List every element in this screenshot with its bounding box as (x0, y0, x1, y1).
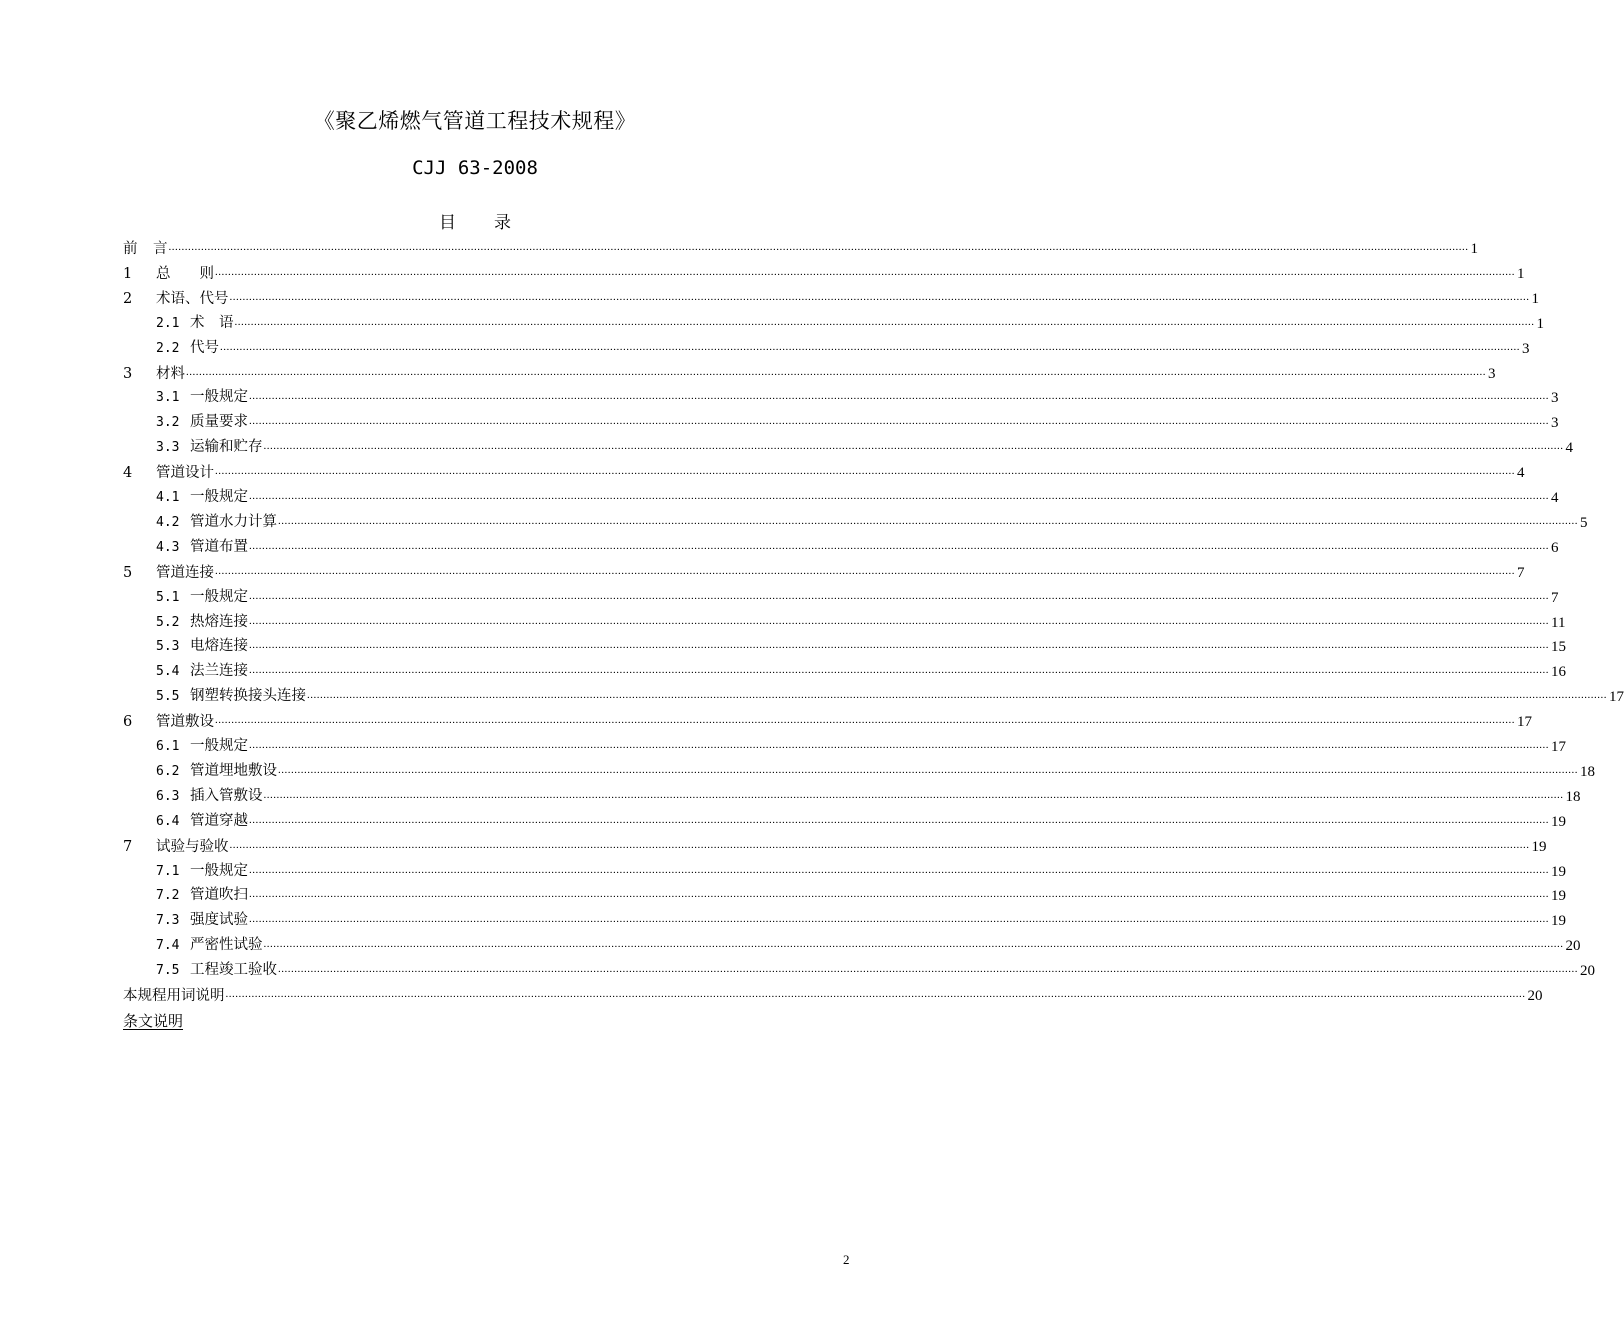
toc-entry-page: 19 (1551, 888, 1566, 905)
toc-entry-number: 4.2 (156, 514, 180, 530)
toc-leader-dots: ................................................................................................................................................................................................................................................................................................................................................................................................................ (249, 813, 1549, 826)
page-number: 2 (843, 1252, 850, 1267)
toc-entry-label (156, 886, 248, 905)
toc-entry-title: 电熔连接 (190, 638, 248, 655)
toc-leader-dots: ................................................................................................................................................................................................................................................................................................................................................................................................................ (278, 963, 1578, 976)
toc-entry-title: 热熔连接 (190, 613, 248, 630)
toc-entry[interactable] (123, 460, 1525, 482)
toc-entry-title: 一般规定 (190, 588, 248, 605)
toc-heading-right: 录 (494, 213, 511, 233)
toc-entry-number: 7.1 (156, 863, 180, 879)
toc-entry-title: 强度试验 (190, 912, 248, 929)
toc-entry[interactable] (156, 510, 1588, 532)
toc-entry-page: 1 (1517, 265, 1525, 282)
toc-entry-page: 11 (1551, 614, 1566, 631)
toc-entry-title: 插入管敷设 (190, 787, 263, 804)
toc-entry[interactable] (156, 734, 1566, 756)
toc-entry-label (123, 987, 225, 1005)
toc-entry-page: 7 (1551, 589, 1559, 606)
toc-entry-title: 言 (153, 241, 168, 257)
toc-entry-page: 20 (1580, 963, 1595, 980)
toc-entry-label (156, 737, 248, 756)
toc-entry-page: 4 (1517, 465, 1525, 482)
toc-entry-label (156, 637, 248, 656)
toc-leader-dots: ................................................................................................................................................................................................................................................................................................................................................................................................................ (186, 365, 1486, 378)
toc-entry-label (156, 687, 306, 706)
toc-entry-number: 5.4 (156, 664, 180, 680)
toc-entry[interactable] (156, 659, 1566, 681)
toc-entry-title: 代号 (190, 339, 219, 356)
toc-entry-title: 严密性试验 (190, 937, 263, 954)
toc-entry-title: 一般规定 (190, 738, 248, 754)
toc-entry-number: 2 (123, 290, 133, 307)
toc-heading (0, 208, 950, 233)
toc-leader-dots: ................................................................................................................................................................................................................................................................................................................................................................................................................ (249, 415, 1549, 428)
toc-entry[interactable] (156, 859, 1566, 881)
toc-entry-title: 一般规定 (190, 489, 248, 505)
toc-entry-title: 本规程用词说明 (123, 988, 225, 1004)
toc-entry-label (156, 961, 277, 980)
toc-leader-dots: ................................................................................................................................................................................................................................................................................................................................................................................................................ (263, 440, 1564, 453)
toc-entry-page: 20 (1565, 938, 1581, 955)
toc-entry-page: 5 (1580, 514, 1588, 531)
toc-entry-label (156, 339, 219, 358)
toc-entry-page: 4 (1565, 440, 1573, 457)
toc-entry-title: 管道穿越 (190, 812, 248, 829)
toc-entry-page: 16 (1551, 664, 1566, 681)
toc-entry-title: 管道设计 (156, 465, 214, 482)
toc-entry-number: 6.3 (156, 788, 180, 804)
toc-entry-label (156, 488, 248, 507)
toc-entry-label (156, 862, 248, 881)
toc-entry-label (156, 588, 248, 607)
toc-entry-title: 术 语 (190, 314, 234, 331)
toc-leader-dots: ................................................................................................................................................................................................................................................................................................................................................................................................................ (249, 490, 1549, 502)
toc-entry-number: 3.1 (156, 390, 180, 406)
toc-entry-page: 6 (1551, 539, 1559, 556)
toc-entry-page: 1 (1531, 290, 1539, 307)
toc-entry-label (123, 365, 185, 383)
toc-entry[interactable] (156, 435, 1573, 457)
toc-leader-dots: ................................................................................................................................................................................................................................................................................................................................................................................................................ (215, 564, 1515, 577)
toc-entry-number: 2.1 (156, 315, 180, 331)
toc-entry[interactable] (156, 485, 1559, 507)
toc-entry-page: 20 (1527, 988, 1543, 1004)
toc-leader-dots: ................................................................................................................................................................................................................................................................................................................................................................................................................ (249, 913, 1549, 926)
toc-entry-number: 6.2 (156, 763, 180, 779)
toc-entry-page: 19 (1551, 863, 1566, 880)
toc-entry[interactable] (156, 809, 1566, 831)
toc-entry[interactable] (156, 759, 1595, 781)
toc-entry-label (156, 911, 248, 930)
toc-entry[interactable] (156, 336, 1530, 358)
toc-entry-label (156, 812, 248, 831)
toc-entry-number: 3.2 (156, 415, 180, 431)
toc-entry-title: 质量要求 (190, 414, 248, 431)
toc-entry-label (156, 762, 277, 781)
toc-leader-dots: ................................................................................................................................................................................................................................................................................................................................................................................................................ (229, 838, 1530, 851)
toc-leader-dots: ................................................................................................................................................................................................................................................................................................................................................................................................................ (263, 938, 1564, 951)
toc-entry-number: 7 (123, 838, 133, 855)
toc-entry-page: 18 (1580, 763, 1595, 780)
toc-entry-title: 一般规定 (190, 389, 248, 406)
toc-entry[interactable] (156, 908, 1566, 930)
toc-entry-label (156, 538, 248, 557)
toc-entry[interactable] (123, 983, 1543, 1005)
toc-entry-page: 3 (1488, 365, 1496, 382)
toc-leader-dots: ................................................................................................................................................................................................................................................................................................................................................................................................................ (229, 290, 1530, 303)
toc-entry-number: 6 (123, 714, 133, 731)
toc-leader-dots: ................................................................................................................................................................................................................................................................................................................................................................................................................ (249, 888, 1549, 901)
toc-entry-title: 法兰连接 (190, 663, 248, 680)
toc-entry[interactable] (156, 410, 1559, 432)
standard-code: CJJ 63-2008 (412, 157, 538, 179)
toc-entry-number: 4.3 (156, 539, 180, 555)
toc-entry-page: 19 (1551, 913, 1566, 930)
toc-leader-dots: ................................................................................................................................................................................................................................................................................................................................................................................................................ (168, 241, 1469, 253)
toc-leader-dots: ................................................................................................................................................................................................................................................................................................................................................................................................................ (278, 514, 1578, 527)
toc-entry-label (123, 290, 229, 308)
toc-entry[interactable] (156, 385, 1559, 407)
toc-entry-label (156, 662, 248, 681)
toc-entry-label (156, 438, 263, 457)
toc-leader-dots: ................................................................................................................................................................................................................................................................................................................................................................................................................ (220, 340, 1520, 353)
toc-entry-page: 3 (1551, 415, 1559, 432)
toc-entry-page: 18 (1565, 788, 1581, 805)
toc-entry-page: 17 (1609, 689, 1624, 706)
commentary-link[interactable]: 条文说明 (123, 1012, 184, 1030)
toc-entry[interactable] (123, 261, 1525, 283)
toc-leader-dots: ................................................................................................................................................................................................................................................................................................................................................................................................................ (249, 589, 1549, 602)
toc-entry[interactable] (156, 535, 1559, 557)
toc-entry-number: 2.2 (156, 340, 180, 356)
toc-entry-page: 3 (1551, 390, 1559, 407)
toc-entry-number: 前 (123, 241, 138, 257)
toc-leader-dots: ................................................................................................................................................................................................................................................................................................................................................................................................................ (215, 265, 1515, 278)
toc-entry-title: 工程竣工验收 (190, 962, 277, 979)
toc-entry-title: 运输和贮存 (190, 439, 263, 456)
toc-entry-label (156, 413, 248, 432)
toc-entry-number: 3 (123, 365, 133, 382)
toc-entry-label (156, 513, 277, 532)
toc-entry-label (156, 388, 248, 407)
toc-entry[interactable] (156, 784, 1581, 806)
toc-entry-number: 3.3 (156, 440, 180, 456)
toc-leader-dots: ................................................................................................................................................................................................................................................................................................................................................................................................................ (249, 863, 1549, 876)
toc-entry-number: 1 (123, 265, 133, 282)
toc-entry[interactable] (123, 286, 1539, 308)
toc-entry-page: 17 (1517, 714, 1532, 731)
toc-entry-title: 管道水力计算 (190, 513, 277, 530)
toc-entry-page: 15 (1551, 639, 1566, 656)
toc-entry-page: 1 (1536, 315, 1544, 332)
toc-entry[interactable] (123, 560, 1525, 582)
toc-entry[interactable] (156, 585, 1559, 607)
toc-entry-number: 7.4 (156, 938, 180, 954)
toc-leader-dots: ................................................................................................................................................................................................................................................................................................................................................................................................................ (249, 639, 1549, 652)
toc-entry-title: 材料 (156, 365, 185, 382)
toc-entry-page: 19 (1551, 813, 1566, 830)
toc-entry-number: 7.2 (156, 888, 180, 904)
toc-entry-title: 管道敷设 (156, 714, 214, 731)
toc-entry[interactable] (156, 684, 1624, 706)
toc-entry-number: 7.5 (156, 963, 180, 979)
toc-leader-dots: ................................................................................................................................................................................................................................................................................................................................................................................................................ (249, 614, 1549, 627)
toc-entry-label (156, 936, 263, 955)
toc-entry-number: 7.3 (156, 913, 180, 929)
toc-heading-left: 目 (439, 213, 456, 233)
toc-entry-number: 5 (123, 564, 133, 581)
toc-entry-label (123, 713, 214, 731)
toc-entry-number: 5.3 (156, 639, 180, 655)
toc-entry-page: 7 (1517, 564, 1525, 581)
toc-leader-dots: ................................................................................................................................................................................................................................................................................................................................................................................................................ (215, 714, 1515, 727)
toc-entry-title: 管道吹扫 (190, 887, 248, 904)
toc-entry-page: 1 (1470, 241, 1478, 257)
toc-entry[interactable] (156, 311, 1544, 333)
toc-leader-dots: ................................................................................................................................................................................................................................................................................................................................................................................................................ (234, 315, 1535, 328)
toc-entry[interactable] (156, 610, 1566, 632)
toc-entry-number: 4.1 (156, 490, 180, 505)
toc-entry[interactable] (156, 634, 1566, 656)
toc-entry[interactable] (123, 236, 1478, 258)
toc-leader-dots: ................................................................................................................................................................................................................................................................................................................................................................................................................ (249, 539, 1549, 552)
toc-entry-title: 管道埋地敷设 (190, 762, 277, 779)
toc-entry[interactable] (156, 958, 1595, 980)
toc-entry-label (156, 314, 234, 333)
toc-leader-dots: ................................................................................................................................................................................................................................................................................................................................................................................................................ (249, 664, 1549, 677)
toc-entry-title: 管道布置 (190, 538, 248, 555)
toc-entry-label (123, 564, 214, 582)
toc-entry-label (123, 240, 168, 258)
toc-entry-number: 6.4 (156, 813, 180, 829)
toc-entry[interactable] (123, 361, 1496, 383)
document-title: 《聚乙烯燃气管道工程技术规程》 (313, 109, 637, 133)
toc-entry-number: 5.5 (156, 689, 180, 705)
toc-entry-label (123, 838, 229, 856)
toc-entry-number: 4 (123, 465, 133, 482)
toc-entry[interactable] (123, 709, 1532, 731)
toc-entry-label (123, 265, 214, 283)
toc-leader-dots: ................................................................................................................................................................................................................................................................................................................................................................................................................ (263, 788, 1564, 801)
toc-leader-dots: ................................................................................................................................................................................................................................................................................................................................................................................................................ (215, 465, 1515, 478)
toc-entry-number: 5.2 (156, 614, 180, 630)
toc-entry-page: 3 (1522, 340, 1530, 357)
toc-entry[interactable] (156, 933, 1581, 955)
toc-entry[interactable] (156, 883, 1566, 905)
toc-entry-title: 术语、代号 (156, 290, 229, 307)
toc-leader-dots: ................................................................................................................................................................................................................................................................................................................................................................................................................ (307, 689, 1607, 702)
toc-entry-title: 总 则 (156, 265, 214, 282)
toc-entry-label (156, 787, 263, 806)
toc-leader-dots: ................................................................................................................................................................................................................................................................................................................................................................................................................ (249, 739, 1549, 751)
toc-leader-dots: ................................................................................................................................................................................................................................................................................................................................................................................................................ (278, 763, 1578, 776)
toc-entry-label (156, 613, 248, 632)
toc-entry-number: 5.1 (156, 589, 180, 605)
toc-entry-label (123, 464, 214, 482)
toc-entry-number: 6.1 (156, 739, 180, 754)
toc-entry[interactable] (123, 834, 1547, 856)
toc-leader-dots: ................................................................................................................................................................................................................................................................................................................................................................................................................ (249, 390, 1549, 403)
toc-entry-page: 17 (1551, 739, 1566, 755)
toc-entry-title: 一般规定 (190, 862, 248, 879)
toc-entry-title: 试验与验收 (156, 838, 229, 855)
toc-entry-title: 钢塑转换接头连接 (190, 688, 306, 705)
toc-entry-page: 19 (1531, 838, 1547, 855)
toc-leader-dots: ................................................................................................................................................................................................................................................................................................................................................................................................................ (225, 988, 1526, 1000)
toc-entry-title: 管道连接 (156, 564, 214, 581)
toc-entry-page: 4 (1551, 490, 1559, 506)
